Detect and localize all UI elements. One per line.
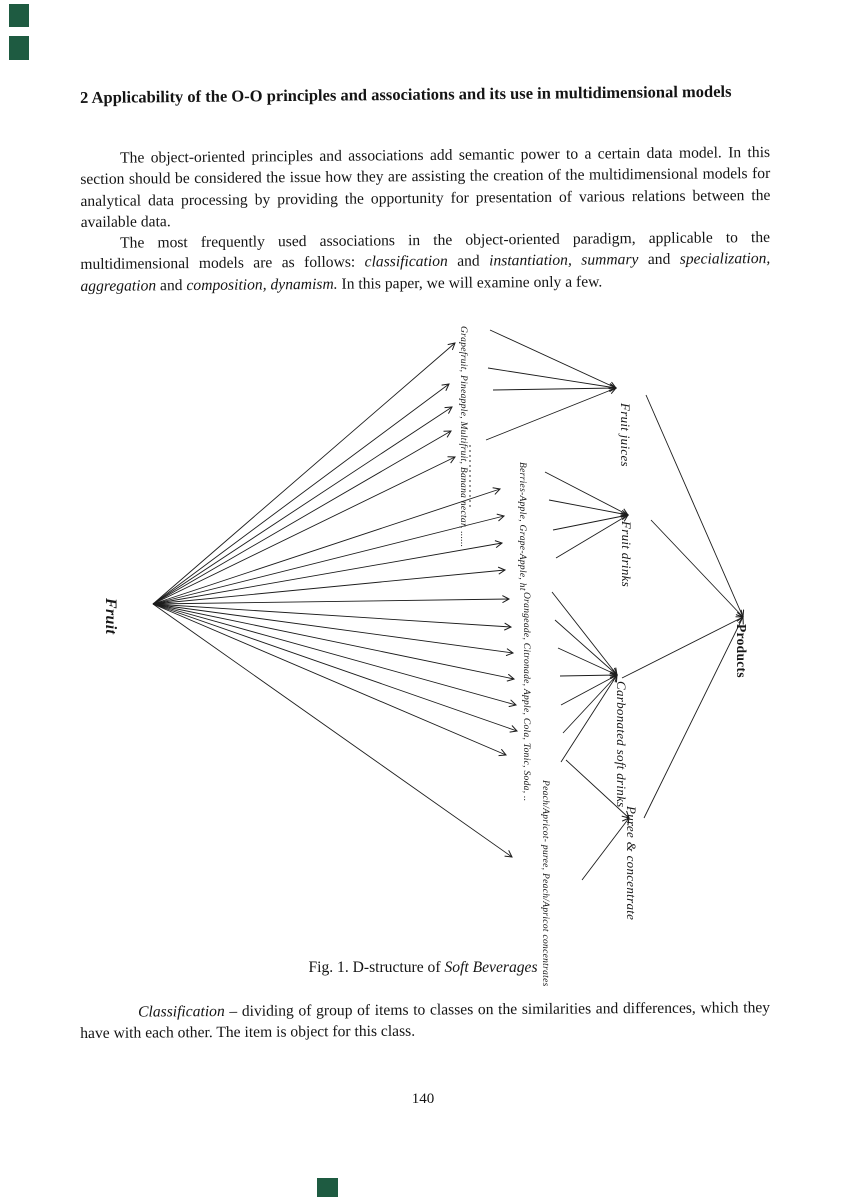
scan-mark-bottom	[317, 1178, 338, 1197]
paragraph-associations: The most frequently used associations in the object-oriented paradigm, applicable to the multidimensional models are as follows: classification and instantiation, summary and specialization, aggregation and composition, dynamism. In this paper, we will examine only a few.	[80, 228, 771, 295]
figure-item-group-drinks: Berries-Apple, Grape-Apple, ht	[517, 462, 527, 591]
figure-item-group-juices: Grapefruit, Pineapple, Multifruit, Banana nectar, ......	[458, 326, 468, 548]
paragraph-intro: The object-oriented principles and associations add semantic power to a certain data model. In this section should be considered the issue how they are assisting the creation of the multidimensional models for analytical data processing by providing the opportunity for presentation of various relations between the available data.	[80, 143, 771, 231]
figure-products-label: Products	[734, 624, 749, 678]
scan-mark-top-2	[9, 36, 29, 60]
category-to-products-arrows	[622, 395, 743, 818]
section-heading: 2 Applicability of the O-O principles and associations and its use in multidimensional models	[80, 81, 732, 107]
group-to-category-arrows	[486, 330, 629, 880]
figure-caption: Fig. 1. D-structure of Soft Beverages	[308, 959, 538, 976]
figure-category-fruit-drinks: Fruit drinks	[619, 521, 634, 588]
figure-category-puree-concentrate: Puree & concentrate	[624, 806, 639, 921]
scan-mark-top-1	[9, 4, 29, 27]
paragraph-classification: Classification – dividing of group of items to classes on the similarities and differences, which they have with each other. The item is object for this class.	[80, 999, 771, 1043]
figure-category-carbonated-soft-drinks: Carbonated soft drinks	[614, 681, 629, 808]
figure-item-group-carbonated: Orangeade, Citronade, Apple, Cola, Tonic, Soda, ..	[521, 592, 531, 802]
figure-arrows	[0, 318, 846, 963]
page-number: 140	[411, 1091, 435, 1107]
figure-item-group-puree: Peach/Apricot- puree, Peach/Apricot concentrates	[540, 780, 550, 987]
figure-category-fruit-juices: Fruit juices	[618, 403, 633, 467]
figure-root-label: Fruit	[102, 598, 119, 635]
